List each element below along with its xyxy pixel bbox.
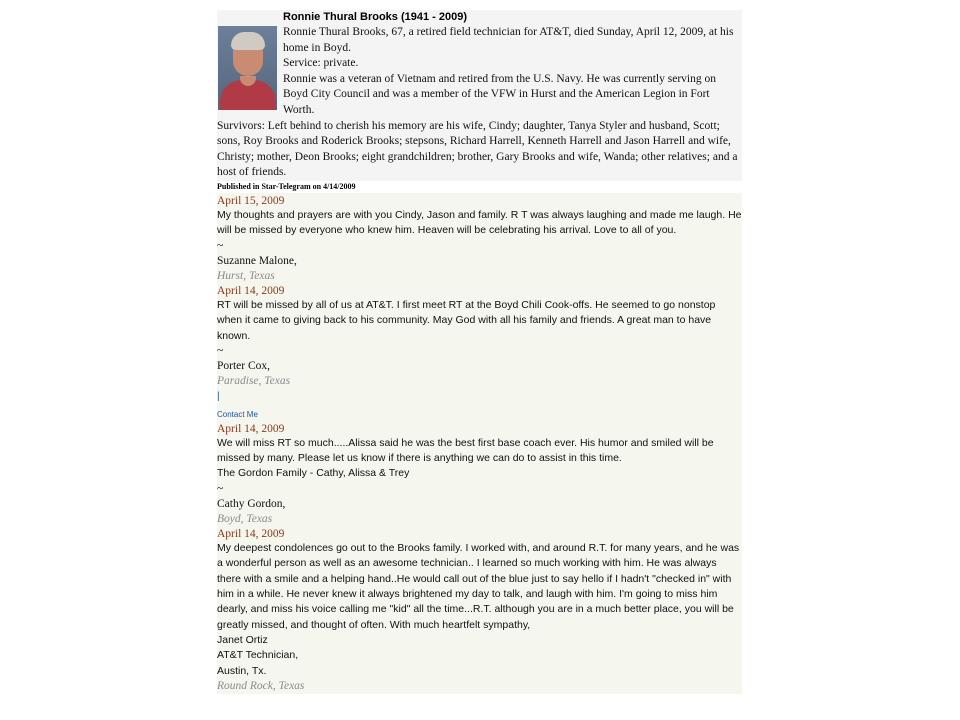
obituary-section [217, 10, 742, 181]
entry-message: My deepest condolences go out to the Brooks family. I worked with, and around R.T. for many years, and he was a wonderful person as well as an awesome technician.. I learned so much working with him. He was always there with a smile and a helping hand..He would call out of the blue just to say hello if I hadn't "checked in" with him in a while. He never knew it always brightened my day to talk, and laugh with him. I'm going to miss him dearly, and miss his voice calling me "kid" all the time...R.T. although you are in a much better place, you will be greatly missed, and thought of often. With much heartfelt sympathy, [217, 542, 740, 631]
entry-tilde: ~ [217, 239, 224, 252]
entry-author: Suzanne Malone, [217, 254, 297, 267]
entry-signature-title: AT&T Technician, [217, 649, 299, 662]
guestbook-entry [217, 422, 742, 528]
entry-date: April 15, 2009 [217, 194, 285, 207]
obituary-survivors: Survivors: Left behind to cherish his memory are his wife, Cindy; daughter, Tanya Styler and husband, Scott; sons, Roy Brooks and Roderick Brooks; stepsons, Richard Harrell, Kenneth Harrell and Jason Harrell and wife, Christy; mother, Deon Brooks; eight grandchildren; brother, Gary Brooks and wife, Wanda; other relatives; and a host of friends. [217, 119, 738, 179]
entry-location: Round Rock, Texas [217, 679, 305, 692]
entry-author: Cathy Gordon, [217, 497, 286, 510]
guestbook-entry [217, 194, 742, 284]
contact-me-link[interactable]: Contact Me [217, 409, 258, 419]
obituary-page [217, 10, 742, 694]
entry-separator: | [217, 390, 220, 402]
entry-message: RT will be missed by all of us at AT&T. I first meet RT at the Boyd Chili Cook-offs. He seemed to go nonstop when it came to giving back to his community. May God with all his family and friends. A great man to have known. [217, 299, 716, 342]
entry-date: April 14, 2009 [217, 285, 285, 298]
entry-location: Hurst, Texas [217, 269, 275, 282]
entry-message: My thoughts and prayers are with you Cindy, Jason and family. R T was always laughing and made me laugh. He will be missed by everyone who knew him. Heaven will be celebrating his arrival. Love to all of you. [217, 208, 742, 237]
entry-date: April 14, 2009 [217, 528, 285, 541]
obituary-title: Ronnie Thural Brooks (1941 - 2009) [283, 11, 467, 23]
entry-message-signoff: The Gordon Family - Cathy, Alissa & Trey [217, 467, 410, 480]
obituary-service: Service: private. [283, 57, 359, 70]
entry-signature-city: Austin, Tx. [217, 664, 267, 677]
guestbook [217, 193, 742, 694]
obituary-header [217, 25, 742, 119]
obituary-intro [283, 25, 742, 119]
guestbook-entry [217, 284, 742, 422]
entry-tilde: ~ [217, 482, 224, 495]
obituary-paragraph-2: Ronnie was a veteran of Vietnam and retired from the U.S. Navy. He was currently serving on Boyd City Council and was a member of the VFW in Hurst and the American Legion in Fort Worth. [283, 72, 716, 116]
deceased-photo [218, 26, 277, 110]
entry-location: Paradise, Texas [217, 375, 291, 388]
guestbook-entry [217, 527, 742, 694]
entry-location: Boyd, Texas [217, 512, 273, 525]
entry-message: We will miss RT so much.....Alissa said he was the best first base coach ever. His humor and smiled will be missed by many. Please let us know if there is anything we can do to assist in this time. [217, 436, 714, 464]
entry-tilde: ~ [217, 345, 224, 358]
entry-author: Porter Cox, [217, 360, 271, 373]
entry-signature-name: Janet Ortiz [217, 633, 268, 646]
obituary-paragraph-1: Ronnie Thural Brooks, 67, a retired field technician for AT&T, died Sunday, April 12, 2009, at his home in Boyd. [283, 26, 734, 54]
published-note: Published in Star-Telegram on 4/14/2009 [217, 181, 742, 193]
entry-date: April 14, 2009 [217, 422, 285, 435]
